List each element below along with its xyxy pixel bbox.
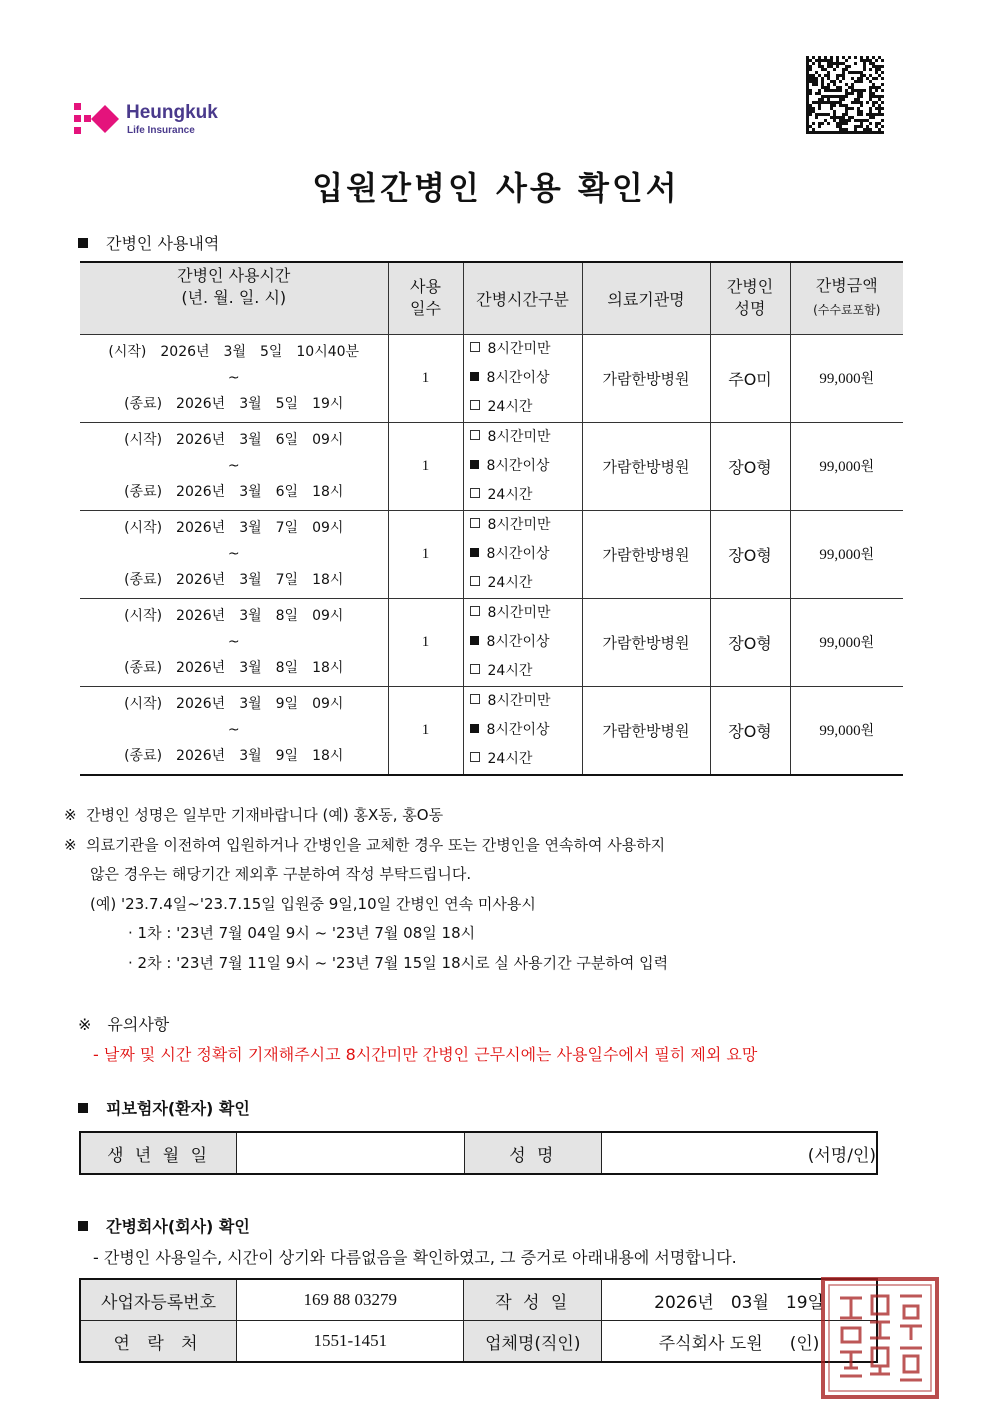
fee-cell (790, 510, 903, 598)
note-item (64, 831, 668, 861)
period-end: (종료) 2026년 3월 9일 18시 (124, 748, 344, 764)
caution-heading: ※ 유의사항 (78, 1015, 170, 1034)
checkbox-empty-icon (470, 606, 480, 616)
category-cell (463, 422, 582, 510)
fee-cell (790, 334, 903, 422)
seal-hint: (인) (789, 1333, 820, 1354)
sign-hint: (서명/인) (807, 1145, 876, 1166)
fee-cell (790, 422, 903, 510)
category-option (470, 657, 582, 686)
category-cell (463, 686, 582, 775)
period-tilde: ~ (227, 370, 240, 386)
category-option-label: 8시간이상 (486, 545, 550, 562)
usage-table-header-row (80, 262, 903, 334)
category-option-label: 24시간 (487, 486, 533, 503)
fee-amount: 99,000 (819, 723, 861, 739)
caregiver-cell: 주O미 (710, 334, 790, 422)
period-cell (80, 686, 388, 775)
category-option-selected (470, 716, 582, 745)
note-text: 의료기관을 이전하여 입원하거나 간병인을 교체한 경우 또는 간병인을 연속하여 사용하지 (86, 835, 666, 854)
header-caregiver (710, 262, 790, 334)
hospital-cell: 가람한방병원 (582, 686, 710, 775)
category-option-label: 8시간이상 (486, 633, 550, 650)
birth-field[interactable] (237, 1132, 464, 1174)
period-tilde: ~ (227, 546, 240, 562)
period-start: (시작) 2026년 3월 7일 09시 (124, 520, 344, 536)
note-example-2: · 2차 : '23년 7월 11일 9시 ~ '23년 7월 15일 18시로 실 사용기간 구분하여 입력 (128, 953, 669, 972)
section-insured-heading (78, 1096, 250, 1119)
table-row (80, 510, 903, 598)
note-example: (예) '23.7.4일~'23.7.15일 입원중 9일,10일 간병인 연속 미사용시 (90, 894, 536, 913)
table-row (80, 334, 903, 422)
logo-brand-name: Heungkuk (126, 102, 218, 123)
company-name-text: 주식회사 도원 (658, 1333, 763, 1354)
category-option-label: 8시간이상 (486, 457, 550, 474)
days-cell: 1 (388, 686, 463, 775)
period-start: (시작) 2026년 3월 9일 09시 (124, 696, 344, 712)
table-row (80, 598, 903, 686)
note-example-1: · 1차 : '23년 7월 04일 9시 ~ '23년 7월 08일 18시 (128, 924, 476, 942)
name-sign-field[interactable] (602, 1132, 877, 1174)
bullet-square-icon (78, 238, 88, 248)
header-days-line2: 일수 (410, 299, 441, 319)
checkbox-empty-icon (470, 694, 480, 704)
usage-table (80, 261, 903, 776)
category-option-selected (470, 628, 582, 657)
category-option-label: 24시간 (487, 750, 533, 767)
caution-text: - 날짜 및 시간 정확히 기재해주시고 8시간미만 간병인 근무시에는 사용일수에서 필히 제외 요망 (93, 1045, 758, 1064)
category-cell (463, 510, 582, 598)
birth-label: 생 년 월 일 (80, 1132, 237, 1174)
note-mark: ※ (64, 806, 77, 824)
header-period (80, 262, 388, 334)
period-end: (종료) 2026년 3월 6일 18시 (124, 484, 344, 500)
period-end: (종료) 2026년 3월 8일 18시 (124, 660, 344, 676)
header-fee-label: 간병금액 (815, 276, 878, 296)
section-insured-heading-text: 피보험자(환자) 확인 (106, 1099, 250, 1118)
fee-cell (790, 598, 903, 686)
section-usage-heading (78, 231, 219, 254)
period-tilde: ~ (227, 722, 240, 738)
category-option-label: 8시간미만 (487, 516, 551, 533)
caregiver-cell: 장O형 (710, 598, 790, 686)
table-row (80, 422, 903, 510)
category-option (470, 335, 582, 364)
category-option-label: 24시간 (487, 574, 533, 591)
checkbox-empty-icon (470, 400, 480, 410)
period-start: (시작) 2026년 3월 6일 09시 (124, 432, 344, 448)
fee-unit: 원 (860, 723, 875, 739)
date-label: 작 성 일 (464, 1279, 602, 1321)
note-item (64, 801, 668, 831)
note-continuation: 않은 경우는 해당기간 제외후 구분하여 작성 부탁드립니다. (90, 865, 472, 883)
period-start: (시작) 2026년 3월 8일 09시 (124, 608, 344, 624)
document-title: 입원간병인 사용 확인서 (312, 169, 680, 207)
category-option-label: 24시간 (487, 398, 533, 415)
header-period-line1: 간병인 사용시간 (177, 266, 291, 285)
company-name-label: 업체명(직인) (464, 1321, 602, 1363)
category-option (470, 599, 582, 628)
insured-table (79, 1131, 878, 1175)
date-value: 2026년 03월 19일 (602, 1279, 877, 1321)
header-fee-note: (수수료포함) (813, 303, 881, 318)
contact-label: 연 락 처 (80, 1321, 237, 1363)
header-category: 간병시간구분 (463, 262, 582, 334)
fee-amount: 99,000 (819, 635, 861, 651)
name-label: 성 명 (464, 1132, 602, 1174)
checkbox-filled-icon (470, 636, 479, 645)
fee-unit: 원 (860, 635, 875, 651)
category-option (470, 393, 582, 422)
heungkuk-logo-mark (74, 103, 122, 135)
fee-amount: 99,000 (819, 371, 861, 387)
category-option-label: 8시간미만 (487, 340, 551, 357)
bullet-square-icon (78, 1221, 88, 1231)
days-cell: 1 (388, 598, 463, 686)
section-usage-heading-text: 간병인 사용내역 (106, 234, 220, 253)
hospital-cell: 가람한방병원 (582, 598, 710, 686)
checkbox-empty-icon (470, 576, 480, 586)
hospital-cell: 가람한방병원 (582, 334, 710, 422)
category-option (470, 687, 582, 716)
caregiver-cell: 장O형 (710, 510, 790, 598)
checkbox-filled-icon (470, 548, 479, 557)
category-option (470, 423, 582, 452)
period-tilde: ~ (227, 634, 240, 650)
hospital-cell: 가람한방병원 (582, 510, 710, 598)
logo-brand-sub: Life Insurance (127, 125, 195, 136)
category-option-label: 8시간미만 (487, 428, 551, 445)
category-option (470, 745, 582, 774)
company-statement: - 간병인 사용일수, 시간이 상기와 다름없음을 확인하였고, 그 증거로 아래내용에 서명합니다. (93, 1248, 737, 1267)
fee-cell (790, 686, 903, 775)
fee-unit: 원 (860, 459, 875, 475)
days-cell: 1 (388, 422, 463, 510)
category-cell (463, 598, 582, 686)
period-end: (종료) 2026년 3월 5일 19시 (124, 396, 344, 412)
category-option-label: 8시간이상 (486, 369, 550, 386)
fee-amount: 99,000 (819, 547, 861, 563)
company-table (79, 1278, 878, 1363)
hospital-cell: 가람한방병원 (582, 422, 710, 510)
bullet-square-icon (78, 1103, 88, 1113)
period-end: (종료) 2026년 3월 7일 18시 (124, 572, 344, 588)
checkbox-empty-icon (470, 488, 480, 498)
category-option (470, 511, 582, 540)
notes-block (64, 801, 668, 978)
category-option (470, 569, 582, 598)
caregiver-cell: 장O형 (710, 422, 790, 510)
contact-value: 1551-1451 (237, 1321, 464, 1363)
period-cell (80, 422, 388, 510)
period-tilde: ~ (227, 458, 240, 474)
header-caregiver-line2: 성명 (734, 299, 766, 319)
checkbox-empty-icon (470, 430, 480, 440)
header-hospital: 의료기관명 (582, 262, 710, 334)
table-row (80, 686, 903, 775)
category-option (470, 481, 582, 510)
reg-number-label: 사업자등록번호 (80, 1279, 237, 1321)
checkbox-empty-icon (470, 342, 480, 352)
reg-number-value: 169 88 03279 (237, 1279, 464, 1321)
qr-code-icon (806, 56, 884, 134)
checkbox-filled-icon (470, 724, 479, 733)
period-cell (80, 598, 388, 686)
header-days-line1: 사용 (410, 277, 441, 297)
fee-unit: 원 (860, 547, 875, 563)
category-option-label: 8시간미만 (487, 692, 551, 709)
section-company-heading-text: 간병회사(회사) 확인 (106, 1217, 250, 1236)
category-option-label: 8시간이상 (486, 721, 550, 738)
days-cell: 1 (388, 334, 463, 422)
checkbox-empty-icon (470, 752, 480, 762)
fee-unit: 원 (860, 371, 875, 387)
category-cell (463, 334, 582, 422)
checkbox-filled-icon (470, 460, 479, 469)
days-cell: 1 (388, 510, 463, 598)
period-cell (80, 334, 388, 422)
header-caregiver-line1: 간병인 (726, 277, 774, 297)
fee-amount: 99,000 (819, 459, 861, 475)
checkbox-filled-icon (470, 372, 479, 381)
category-option-selected (470, 540, 582, 569)
header-fee (790, 262, 903, 334)
header-days (388, 262, 463, 334)
category-option-selected (470, 364, 582, 393)
company-seal-stamp (820, 1276, 940, 1400)
section-company-heading (78, 1214, 250, 1237)
checkbox-empty-icon (470, 664, 480, 674)
period-start: (시작) 2026년 3월 5일 10시40분 (108, 344, 360, 360)
category-option-label: 24시간 (487, 662, 533, 679)
note-text: 간병인 성명은 일부만 기재바랍니다 (예) 홍X동, 홍O동 (86, 806, 444, 824)
header-period-line2: (년. 월. 일. 시) (181, 288, 287, 307)
note-mark: ※ (64, 835, 77, 854)
checkbox-empty-icon (470, 518, 480, 528)
period-cell (80, 510, 388, 598)
caregiver-cell: 장O형 (710, 686, 790, 775)
category-option-label: 8시간미만 (487, 604, 551, 621)
category-option-selected (470, 452, 582, 481)
